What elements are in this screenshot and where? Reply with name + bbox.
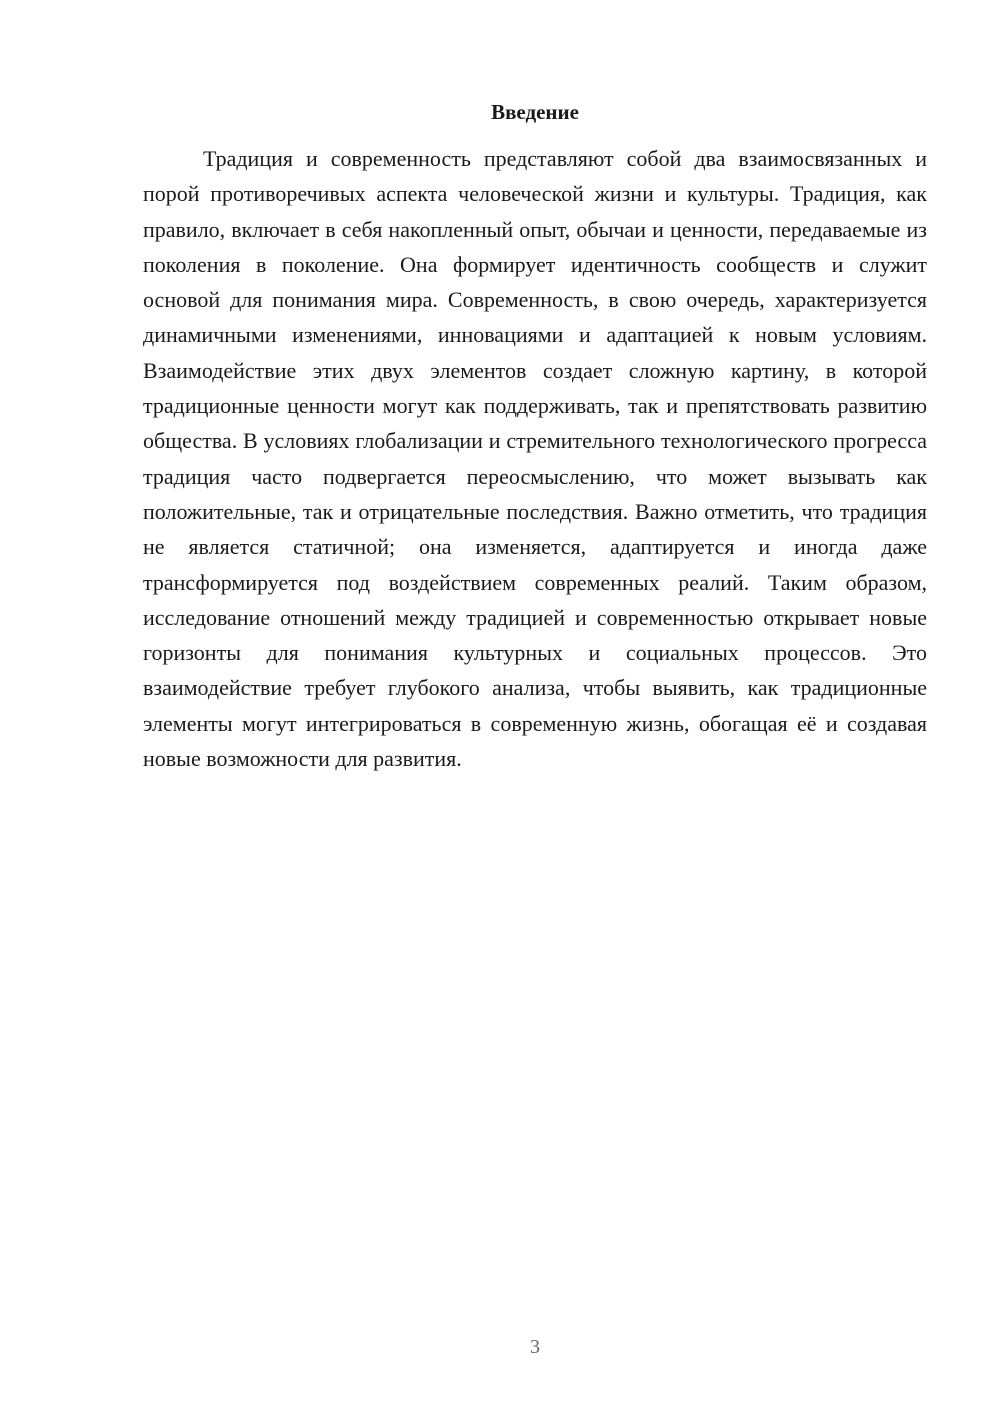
page-number: 3 — [530, 1336, 540, 1358]
body-paragraph: Традиция и современность представляют собой два взаимосвязанных и порой противоречивых аспекта человеческой жизни и культуры. Традиция, как правило, включает в себя накопленный опыт, обычаи и ценности, передаваемые из поколения в поколение. Она формирует идентичность сообществ и служит основой для понимания мира. Современность, в свою очередь, характеризуется динамичными изменениями, инновациями и адаптацией к новым условиям. Взаимодействие этих двух элементов создает сложную картину, в которой традиционные ценности могут как поддерживать, так и препятствовать развитию общества. В условиях глобализации и стремительного технологического прогресса традиция часто подвергается переосмыслению, что может вызывать как положительные, так и отрицательные последствия. Важно отметить, что традиция не является статичной; она изменяется, адаптируется и иногда даже трансформируется под воздействием современных реалий. Таким образом, исследование отношений между традицией и современностью открывает новые горизонты для понимания культурных и социальных процессов. Это взаимодействие требует глубокого анализа, чтобы выявить, как традиционные элементы могут интегрироваться в современную жизнь, обогащая её и создавая новые возможности для развития. — [143, 146, 927, 772]
section-heading: Введение — [491, 100, 579, 124]
